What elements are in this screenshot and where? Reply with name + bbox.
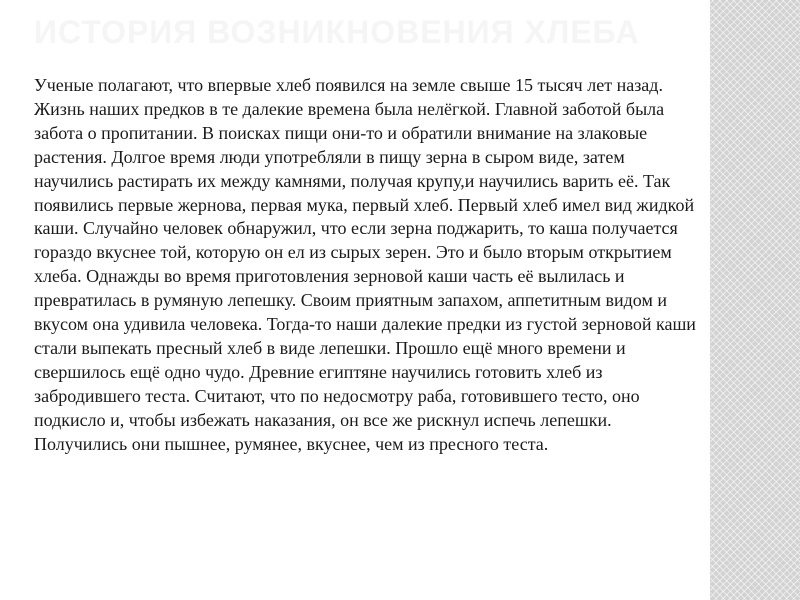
- slide-title: ИСТОРИЯ ВОЗНИКНОВЕНИЯ ХЛЕБА: [34, 14, 640, 50]
- slide-body-text: Ученые полагают, что впервые хлеб появился на земле свыше 15 тысяч лет назад. Жизнь наших предков в те далекие времена была нелёгкой. Главной заботой была забота о пропитании. В поисках пищи они-то и обратили внимание на злаковые растения. Долгое время люди употребляли в пищу зерна в сыром виде, затем научились растирать их между камнями, получая крупу,и научились варить её. Так появились первые жернова, первая мука, первый хлеб. Первый хлеб имел вид жидкой каши. Случайно человек обнаружил, что если зерна поджарить, то каша получается гораздо вкуснее той, которую он ел из сырых зерен. Это и было вторым открытием хлеба. Однажды во время приготовления зерновой каши часть её вылилась и превратилась в румяную лепешку. Своим приятным запахом, аппетитным видом и вкусом она удивила человека. Тогда-то наши далекие предки из густой зерновой каши стали выпекать пресный хлеб в виде лепешки. Прошло ещё много времени и свершилось ещё одно чудо. Древние египтяне научились готовить хлеб из забродившего теста. Считают, что по недосмотру раба, готовившего тесто, оно подкисло и, чтобы избежать наказания, он все же рискнул испечь лепешки. Получились они пышнее, румянее, вкуснее, чем из пресного теста.: [34, 75, 696, 454]
- decorative-side-band: [710, 0, 800, 600]
